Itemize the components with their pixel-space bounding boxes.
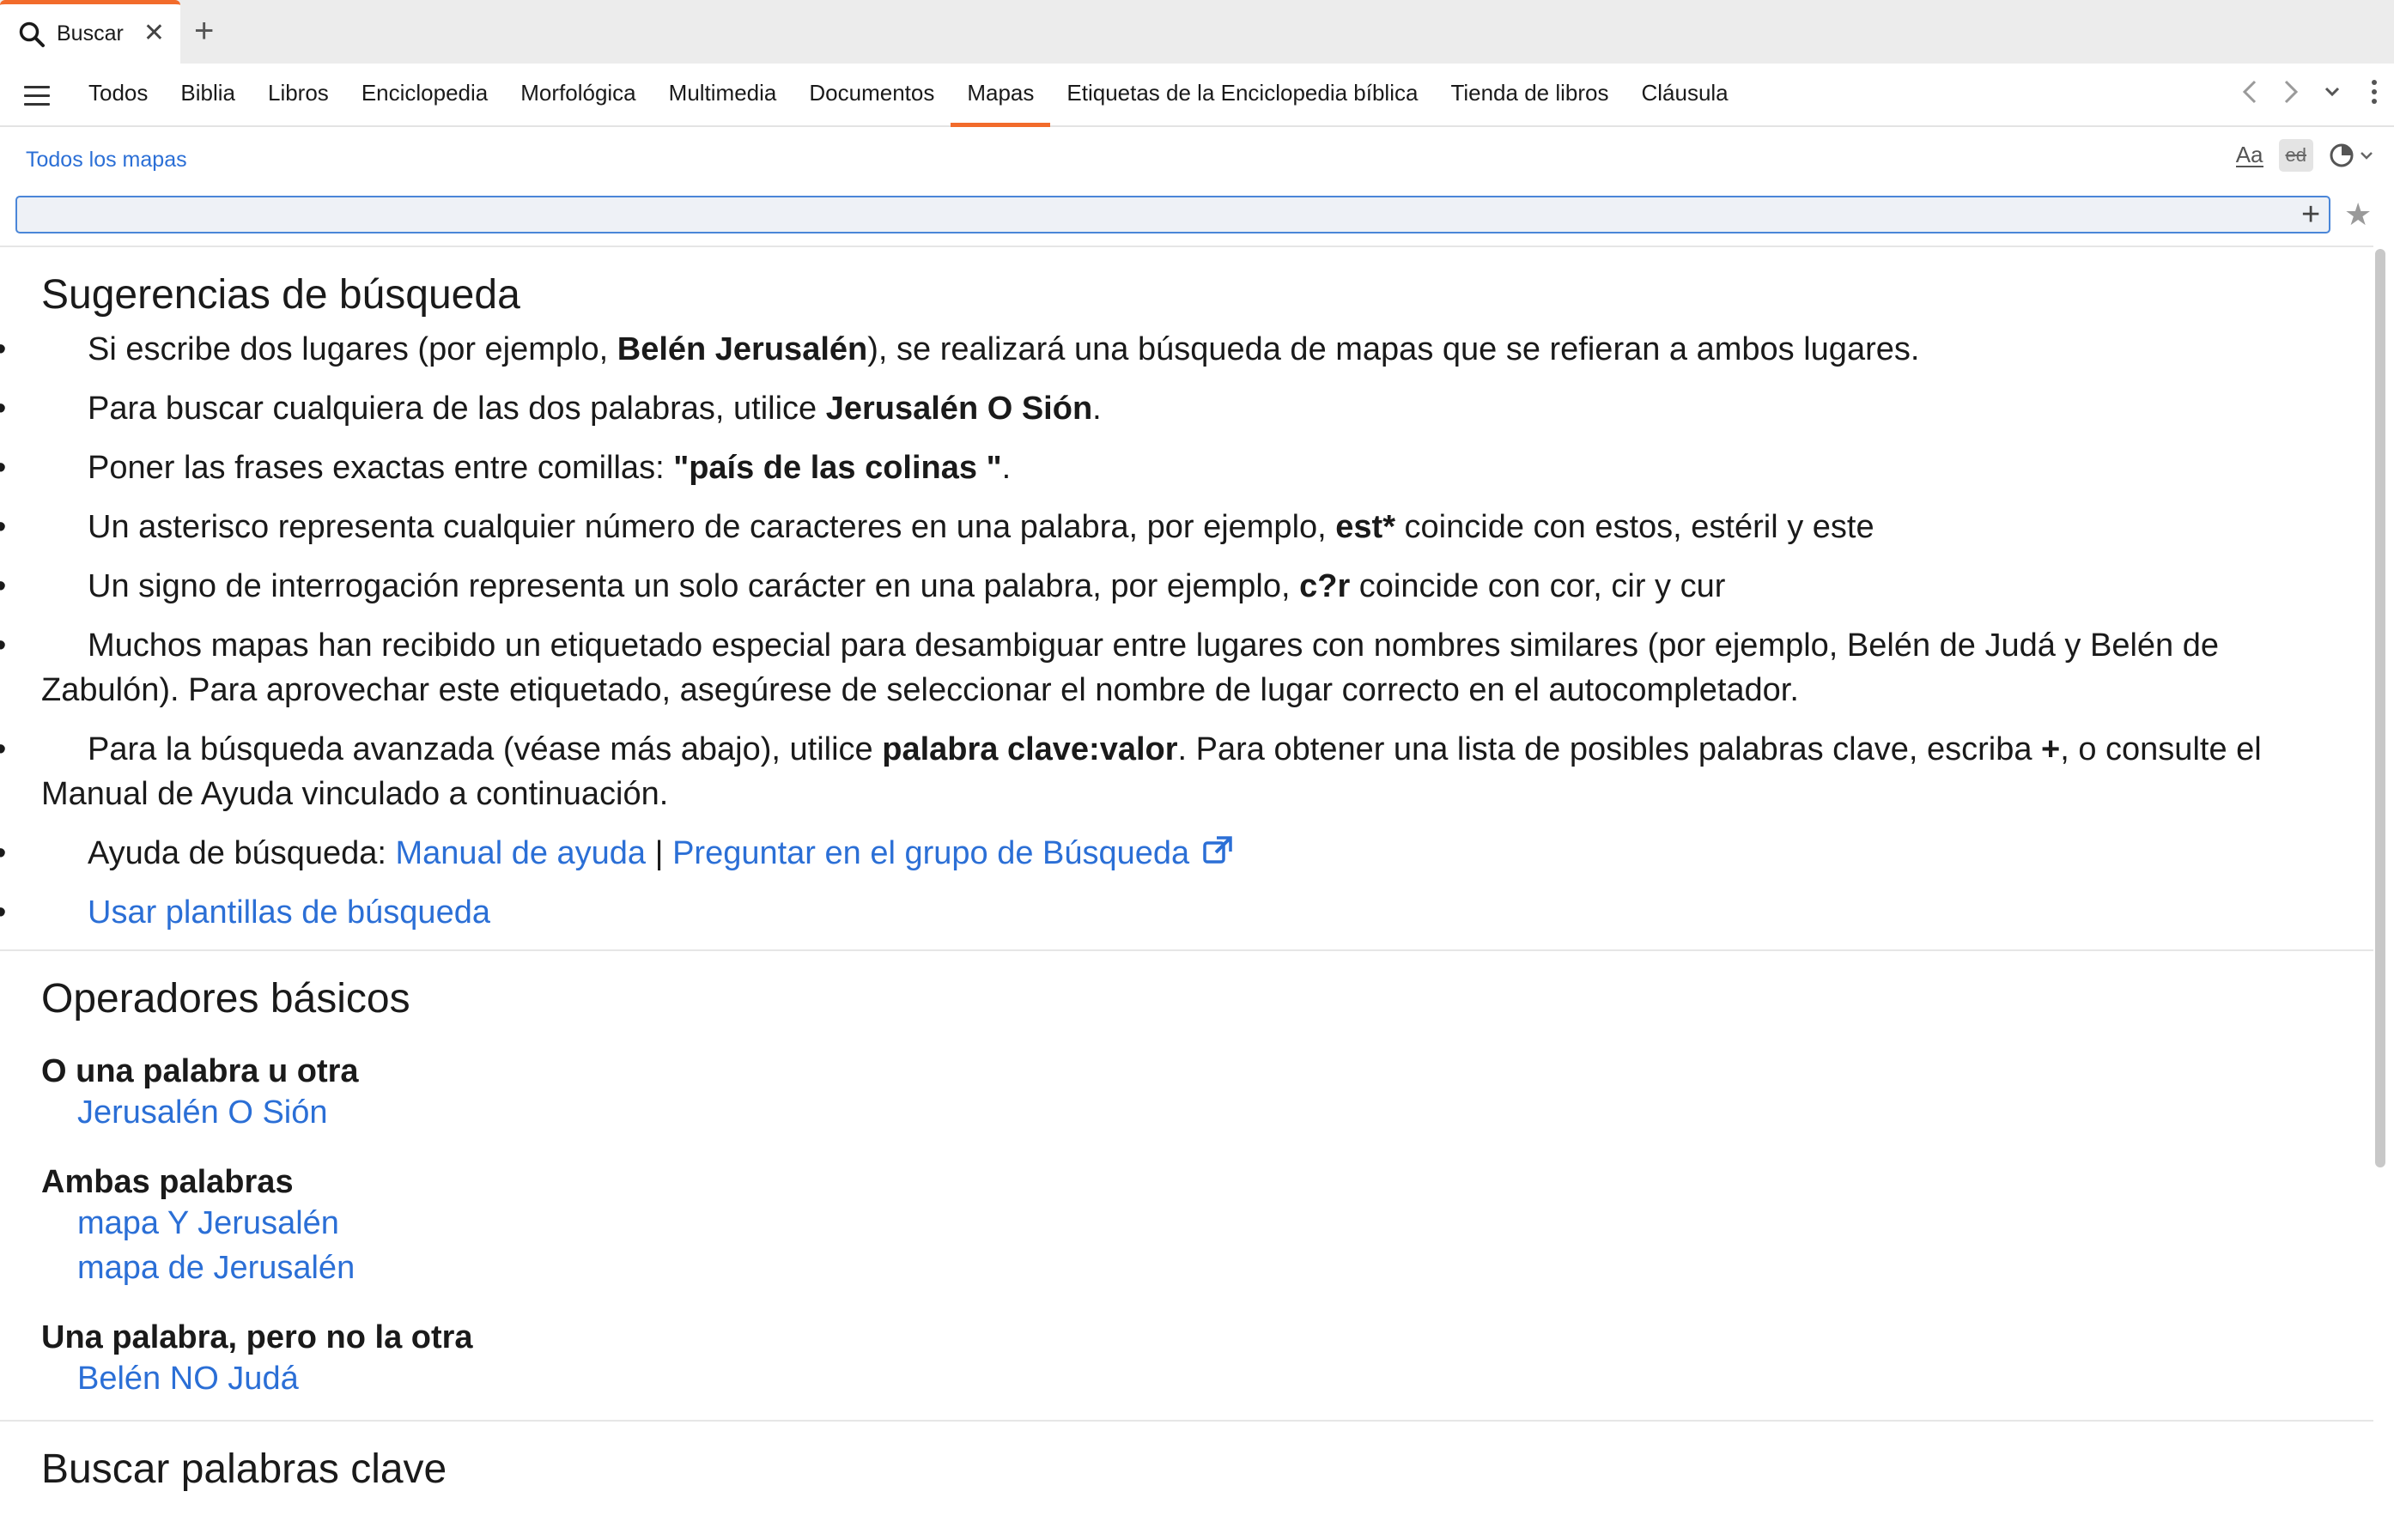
view-options <box>2236 139 2373 172</box>
search-group-link[interactable]: Preguntar en el grupo de Búsqueda <box>672 835 1190 871</box>
nav-tab[interactable]: Tienda de libros <box>1450 80 1609 106</box>
tips-list <box>41 327 2332 935</box>
menu-icon[interactable] <box>24 86 50 106</box>
tab-search[interactable] <box>0 0 180 64</box>
content-pane <box>0 246 2373 1540</box>
tip-item: • Para la búsqueda avanzada (véase más abajo), utilice palabra clave:valor. Para obtener una lista de posibles palabras clave, escriba +, o consulte el Manual de Ayuda vinculado a continuación. <box>41 727 2332 816</box>
operators-section <box>0 949 2373 1401</box>
tip-item: • Para buscar cualquiera de las dos palabras, utilice Jerusalén O Sión. <box>41 386 2332 431</box>
nav-tab[interactable]: Mapas <box>951 64 1050 127</box>
nav-tab[interactable]: Multimedia <box>668 80 777 106</box>
chevron-left-icon[interactable] <box>2241 79 2258 105</box>
all-maps-link[interactable]: Todos los mapas <box>26 148 187 172</box>
close-icon[interactable]: ✕ <box>143 19 165 47</box>
tip-item: • Un asterisco representa cualquier número de caracteres en una palabra, por ejemplo, est* coincide con estos, estéril y este <box>41 505 2332 549</box>
new-tab-button[interactable]: + <box>194 12 215 50</box>
nav-tab[interactable]: Documentos <box>809 80 935 106</box>
nav-tab[interactable]: Etiquetas de la Enciclopedia bíblica <box>1066 80 1419 106</box>
tab-label: Buscar <box>57 21 124 45</box>
more-options-icon[interactable] <box>2372 80 2377 104</box>
templates-item <box>41 890 2332 935</box>
edit-mode-icon[interactable]: ed <box>2279 139 2313 172</box>
operator-example-link[interactable]: mapa de Jerusalén <box>77 1250 355 1286</box>
operator-example-link[interactable]: Jerusalén O Sión <box>77 1094 328 1131</box>
nav-tab[interactable]: Libros <box>267 80 329 106</box>
nav-bar <box>0 64 2394 127</box>
help-manual-link[interactable]: Manual de ayuda <box>395 835 647 871</box>
search-input[interactable] <box>15 196 2330 233</box>
nav-tab[interactable]: Todos <box>88 80 149 106</box>
operator-heading: Ambas palabras <box>41 1164 294 1200</box>
operators-title: Operadores básicos <box>41 976 410 1022</box>
nav-tab[interactable]: Cláusula <box>1641 80 1729 106</box>
keywords-title: Buscar palabras clave <box>41 1446 447 1492</box>
operator-example-link[interactable]: Belén NO Judá <box>77 1361 299 1397</box>
external-link-icon <box>1201 834 1234 867</box>
suggestions-title: Sugerencias de búsqueda <box>41 272 520 318</box>
toolbar <box>0 127 2394 187</box>
keywords-section <box>0 1420 2373 1501</box>
nav-controls <box>2241 79 2377 105</box>
tip-item: • Un signo de interrogación representa un solo carácter en una palabra, por ejemplo, c?r coincide con cor, cir y cur <box>41 564 2332 609</box>
chevron-right-icon[interactable] <box>2282 79 2300 105</box>
operator-example-link[interactable]: mapa Y Jerusalén <box>77 1205 339 1241</box>
nav-tab[interactable]: Enciclopedia <box>361 80 489 106</box>
nav-tabs <box>72 64 1745 127</box>
tip-item: • Muchos mapas han recibido un etiquetado especial para desambiguar entre lugares con nombres similares (por ejemplo, Belén de Judá y Belén de Zabulón). Para aprovechar este etiquetado, asegúrese de seleccionar el nombre de lugar correcto en el autocompletador. <box>41 623 2332 712</box>
star-icon[interactable]: ★ <box>2344 197 2373 232</box>
tip-item: • Si escribe dos lugares (por ejemplo, Belén Jerusalén), se realizará una búsqueda de mapas que se refieran a ambos lugares. <box>41 327 2332 372</box>
chevron-down-icon[interactable] <box>2324 86 2341 98</box>
add-keyword-icon[interactable]: + <box>2301 197 2321 233</box>
operator-heading: Una palabra, pero no la otra <box>41 1319 473 1355</box>
theme-icon[interactable] <box>2329 142 2373 168</box>
tab-strip <box>0 0 2394 64</box>
help-item: • Ayuda de búsqueda: Manual de ayuda | Preguntar en el grupo de Búsqueda <box>41 831 2332 876</box>
search-templates-link[interactable]: Usar plantillas de búsqueda <box>88 894 490 931</box>
nav-tab[interactable]: Morfológica <box>520 80 636 106</box>
font-size-icon[interactable]: Aa <box>2235 142 2263 167</box>
tip-item: • Poner las frases exactas entre comillas: "país de las colinas ". <box>41 446 2332 490</box>
scrollbar[interactable] <box>2375 249 2385 1167</box>
search-icon <box>17 20 46 49</box>
nav-tab[interactable]: Biblia <box>180 80 235 106</box>
operator-heading: O una palabra u otra <box>41 1053 359 1089</box>
suggestions-section <box>0 247 2373 935</box>
